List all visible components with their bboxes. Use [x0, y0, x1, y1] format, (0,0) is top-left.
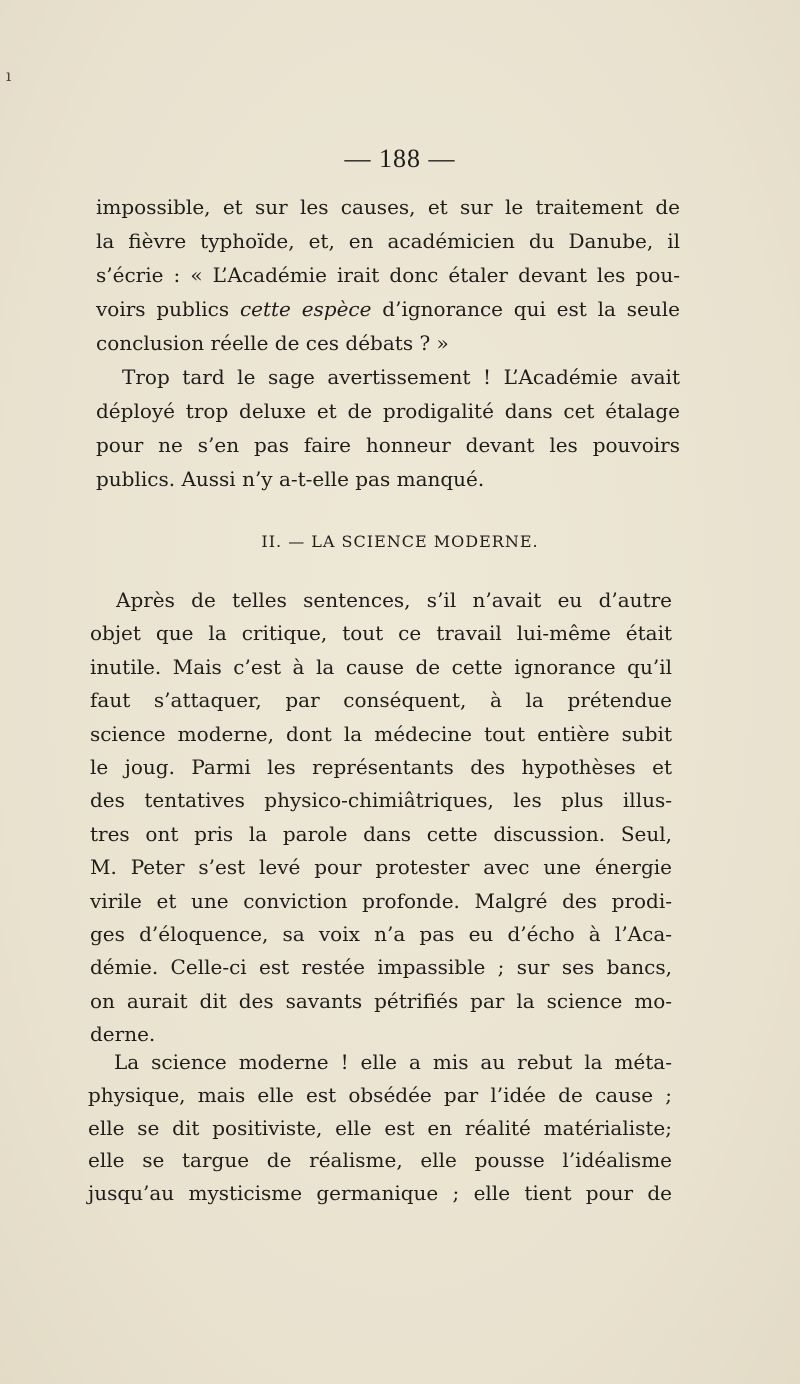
text-line: elle se dit positiviste, elle est en réalité matérialiste; [88, 1115, 672, 1140]
text-line: on aurait dit des savants pétrifiés par la science mo- [90, 988, 672, 1013]
paragraph-continuation [96, 190, 680, 496]
text-line: elle se targue de réalisme, elle pousse l’idéalisme [88, 1148, 672, 1173]
text-line: science moderne, dont la médecine tout entière subit [90, 721, 672, 746]
page-number: — 188 — [344, 144, 456, 173]
text-line-with-italic [96, 292, 680, 326]
text-line: objet que la critique, tout ce travail lui-même était [90, 621, 672, 646]
text-line: s’écrie : « L’Académie irait donc étaler devant les pou- [96, 263, 680, 287]
text-line: La science moderne ! elle a mis au rebut la méta- [114, 1050, 672, 1074]
text-line: Après de telles sentences, s’il n’avait eu d’autre [116, 588, 672, 612]
text-fragment: voirs publics [96, 297, 240, 321]
text-line: derne. [90, 1022, 156, 1047]
text-line: inutile. Mais c’est à la cause de cette ignorance qu’il [90, 654, 672, 679]
paragraph-science-moderne [88, 1046, 672, 1210]
text-line: déployé trop deluxe et de prodigalité dans cet étalage [96, 399, 680, 423]
paragraph-section-intro [90, 584, 672, 1052]
text-line: la fièvre typhoïde, et, en académicien du Danube, il [96, 229, 680, 253]
text-line: faut s’attaquer, par conséquent, à la prétendue [90, 688, 672, 713]
italic-phrase: cette espèce [239, 297, 372, 321]
section-heading: II. — LA SCIENCE MODERNE. [261, 532, 539, 551]
text-line: jusqu’au mysticisme germanique ; elle tient pour de [88, 1181, 672, 1206]
text-line: impossible, et sur les causes, et sur le traitement de [96, 195, 680, 219]
margin-mark: ı [6, 66, 12, 85]
text-line: pour ne s’en pas faire honneur devant les pouvoirs [96, 433, 680, 457]
text-line: des tentatives physico-chimiâtriques, les plus illus- [90, 788, 672, 813]
text-line: M. Peter s’est levé pour protester avec une énergie [90, 855, 672, 880]
text-fragment: d’ignorance qui est la seule [371, 297, 680, 321]
text-line: tres ont pris la parole dans cette discussion. Seul, [90, 821, 672, 846]
text-line: ges d’éloquence, sa voix n’a pas eu d’écho à l’Aca- [90, 922, 672, 947]
text-line: conclusion réelle de ces débats ? » [96, 331, 449, 355]
text-line: démie. Celle-ci est restée impassible ; sur ses bancs, [90, 955, 672, 980]
text-line: publics. Aussi n’y a-t-elle pas manqué. [96, 467, 485, 491]
text-line: virile et une conviction profonde. Malgré des prodi- [90, 888, 672, 913]
text-line: physique, mais elle est obsédée par l’idée de cause ; [88, 1082, 672, 1107]
text-line: Trop tard le sage avertissement ! L’Académie avait [122, 365, 680, 389]
text-line: le joug. Parmi les représentants des hypothèses et [90, 755, 672, 780]
